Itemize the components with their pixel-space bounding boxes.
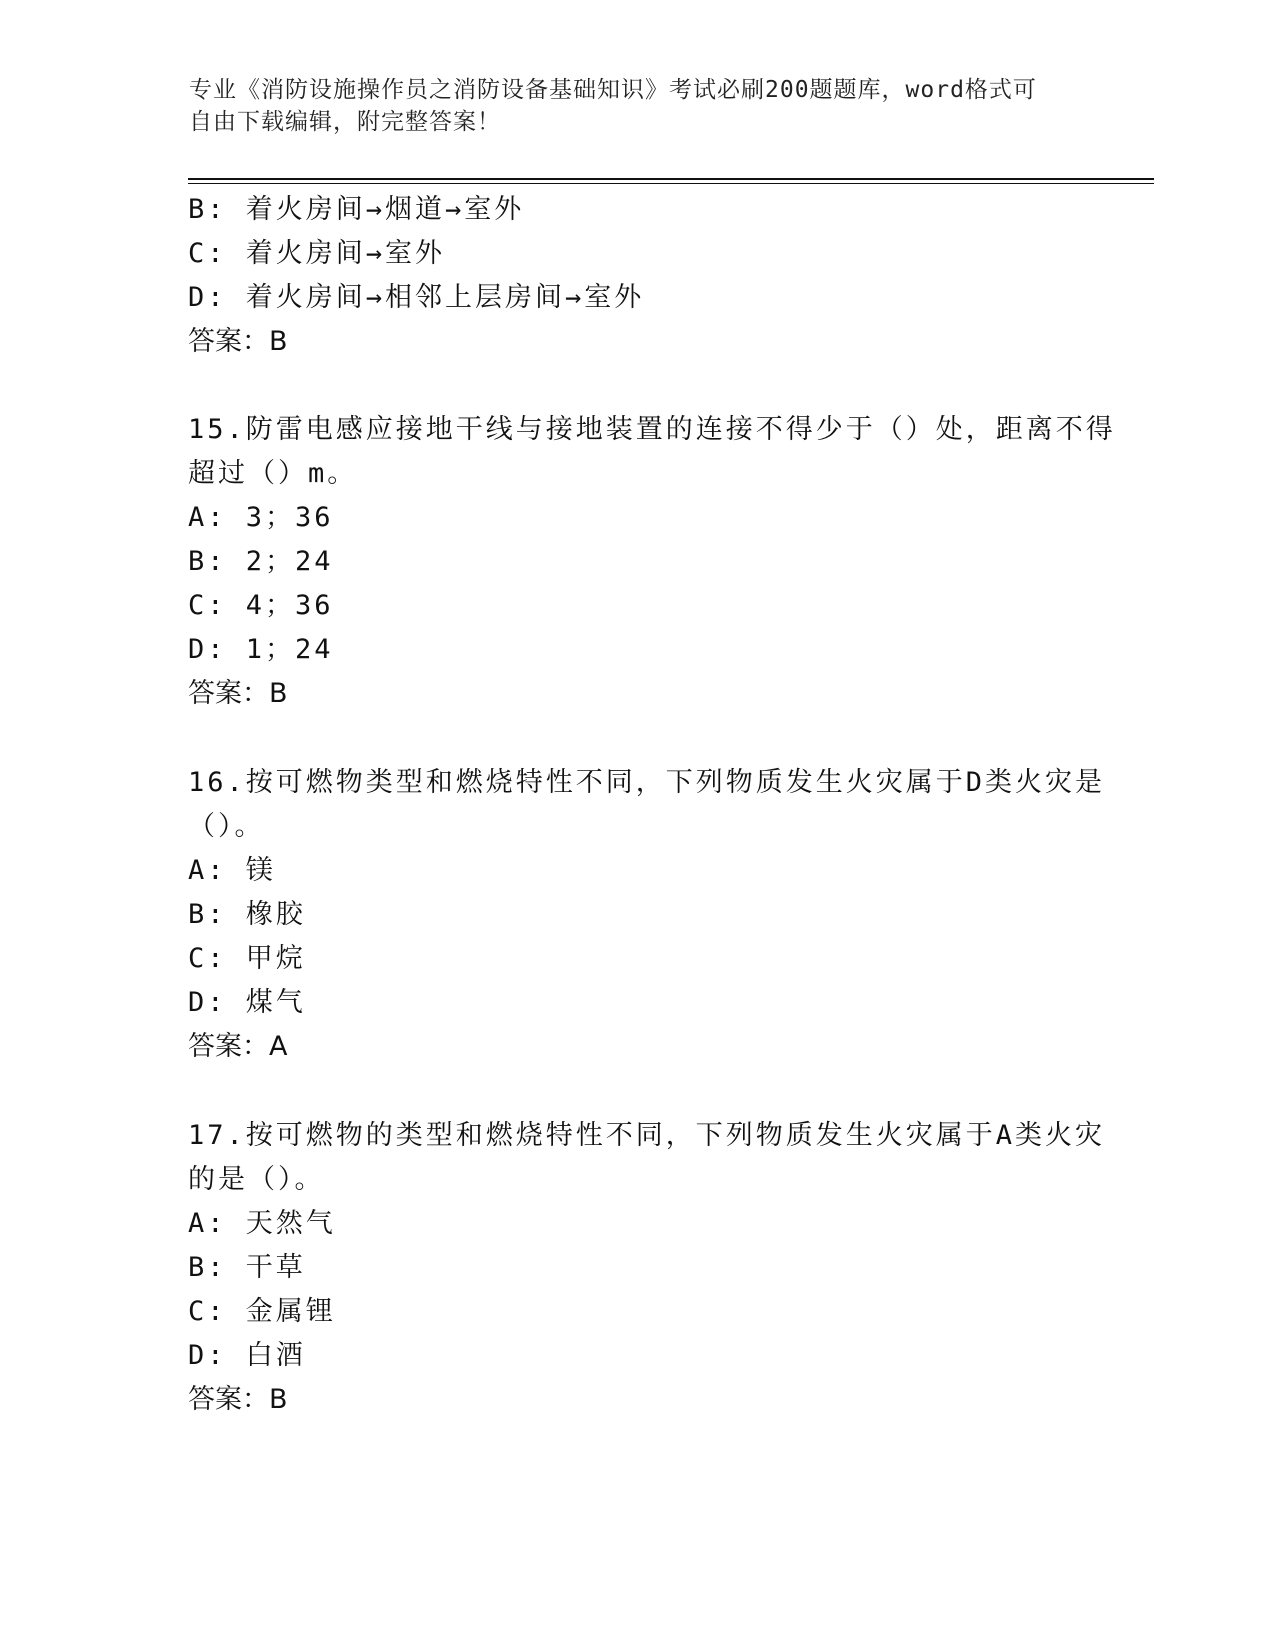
q14-option-b: B: 着火房间→烟道→室外 [188,194,525,225]
q15-stem-line-2: 超过（）m。 [188,458,358,489]
q15-option-b: B: 2；24 [188,546,334,577]
header-divider-thick [188,178,1154,180]
q16-stem-line-1: 16.按可燃物类型和燃烧特性不同，下列物质发生火灾属于D类火灾是 [188,767,1106,798]
q17-option-b: B: 干草 [188,1252,306,1283]
header-line-2: 自由下载编辑，附完整答案！ [189,109,501,135]
q17-stem-line-1: 17.按可燃物的类型和燃烧特性不同，下列物质发生火灾属于A类火灾 [188,1120,1106,1151]
q15-option-c: C: 4；36 [188,590,334,621]
document-header [189,74,1069,138]
q15-option-d: D: 1；24 [188,634,334,665]
q17-option-c: C: 金属锂 [188,1296,336,1327]
q16-answer: 答案：A [188,1031,288,1062]
q16-option-b: B: 橡胶 [188,899,306,930]
q15-option-a: A: 3；36 [188,502,334,533]
q17-option-a: A: 天然气 [188,1208,336,1239]
header-divider-thin [188,183,1154,184]
q17-answer: 答案：B [188,1384,288,1415]
q15-stem-line-1: 15.防雷电感应接地干线与接地装置的连接不得少于（）处，距离不得 [188,414,1116,445]
q17-stem-line-2: 的是（）。 [188,1164,325,1195]
q17-option-d: D: 白酒 [188,1340,306,1371]
q15-answer: 答案：B [188,678,288,709]
q16-option-d: D: 煤气 [188,987,306,1018]
q16-option-a: A: 镁 [188,855,276,886]
q14-answer: 答案：B [188,326,288,357]
q14-option-c: C: 着火房间→室外 [188,238,446,269]
q14-option-d: D: 着火房间→相邻上层房间→室外 [188,282,645,313]
q16-option-c: C: 甲烷 [188,943,306,974]
header-line-1: 专业《消防设施操作员之消防设备基础知识》考试必刷200题题库，word格式可 [189,77,1037,103]
q16-stem-line-2: （）。 [188,811,265,842]
